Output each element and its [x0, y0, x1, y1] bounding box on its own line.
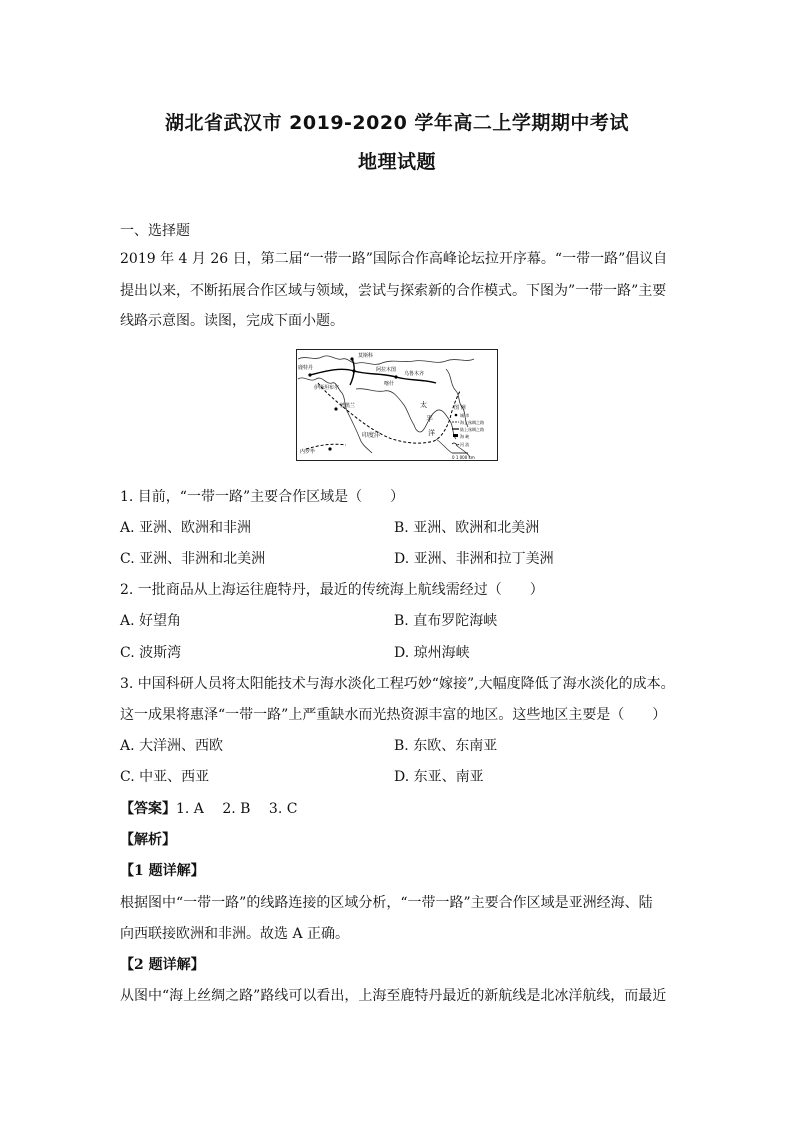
analysis-q1-line-2: 向西联接欧洲和非洲。故选 A 正确。 [120, 926, 350, 942]
label-indian-ocean: 印度洋 [362, 432, 381, 439]
city-marker [308, 373, 311, 376]
question-1-option-d: D. 亚洲、非洲和拉丁美洲 [394, 551, 554, 567]
question-3-option-c: C. 中亚、西亚 [120, 769, 210, 785]
label-almaty: 阿拉木图 [376, 367, 397, 373]
intro-line-1: 2019 年 4 月 26 日，第二届“一带一路”国际合作高峰论坛拉开序幕。“一带一路”倡议自 [120, 251, 668, 267]
analysis-q1-heading: 【1 题详解】 [120, 863, 205, 879]
legend-city: 城 市 [460, 413, 470, 418]
question-1-option-c: C. 亚洲、非洲和北美洲 [120, 551, 266, 567]
label-istanbul: 伊斯坦布尔 [314, 385, 340, 391]
label-nairobi: 内罗毕 [300, 449, 316, 455]
question-2-option-d: D. 琼州海峡 [394, 645, 470, 661]
answer-text: 1. A 2. B 3. C [176, 801, 298, 817]
legend-land-route: 陆上丝绸之路 [460, 427, 484, 432]
question-3-stem-line-1: 3. 中国科研人员将太阳能技术与海水淡化工程巧妙“嫁接”,大幅度降低了海水淡化的成本。 [120, 676, 675, 692]
section-heading: 一、选择题 [120, 223, 190, 239]
analysis-q1-line-1: 根据图中“一带一路”的线路连接的区域分析，“一带一路”主要合作区域是亚洲经海、陆 [120, 895, 653, 911]
analysis-q2-heading: 【2 题详解】 [120, 957, 205, 973]
question-1-option-b: B. 亚洲、欧洲和北美洲 [394, 520, 540, 536]
intro-line-2: 提出以来，不断拓展合作区域与领域，尝试与探索新的合作模式。下图为”一带一路”主要 [120, 283, 667, 299]
city-marker [350, 357, 353, 360]
label-pacific-1: 太 [420, 401, 427, 409]
document-title: 湖北省武汉市 2019-2020 学年高二上学期期中考试 [165, 112, 629, 134]
question-1-stem: 1. 目前，“一带一路”主要合作区域是（ ） [120, 489, 405, 505]
question-3-option-d: D. 东亚、南亚 [394, 769, 484, 785]
question-2-stem: 2. 一批商品从上海运往鹿特丹，最近的传统海上航线需经过（ ） [120, 582, 544, 598]
legend-strait-swatch [453, 434, 458, 437]
city-marker [334, 407, 337, 410]
legend-river: 河 流 [460, 442, 470, 447]
legend-sea-route: 海上丝绸之路 [460, 420, 484, 425]
answer-block [120, 802, 297, 816]
city-marker [328, 447, 331, 450]
label-rotterdam: 鹿特丹 [298, 365, 314, 371]
analysis-heading: 【解析】 [120, 832, 176, 848]
label-moscow: 莫斯科 [358, 353, 374, 359]
label-pacific-3: 洋 [428, 429, 435, 437]
document-subtitle: 地理试题 [357, 151, 436, 173]
question-1-option-a: A. 亚洲、欧洲和非洲 [120, 520, 252, 536]
legend-title: 图 例 [454, 405, 466, 411]
label-kashgar: 喀什 [384, 381, 395, 387]
question-3-option-a: A. 大洋洲、西欧 [120, 738, 224, 754]
intro-line-3: 线路示意图。读图，完成下面小题。 [120, 313, 344, 329]
city-marker [394, 375, 397, 378]
label-urumqi: 乌鲁木齐 [404, 371, 425, 377]
analysis-q2-line-1: 从图中“海上丝绸之路”路线可以看出，上海至鹿特丹最近的新航线是北冰洋航线，而最近 [120, 988, 667, 1004]
question-3-option-b: B. 东欧、东南亚 [394, 738, 498, 754]
legend-scale: 0 1 000 km [452, 455, 475, 460]
answer-label: 【答案】 [120, 801, 176, 817]
question-3-stem-line-2: 这一成果将惠泽“一带一路”上严重缺水而光热资源丰富的地区。这些地区主要是（ ） [120, 707, 667, 723]
belt-road-map [296, 349, 498, 461]
city-marker [352, 369, 355, 372]
question-2-option-b: B. 直布罗陀海峡 [394, 613, 498, 629]
question-2-option-c: C. 波斯湾 [120, 645, 182, 661]
label-tehran: 德黑兰 [340, 403, 356, 409]
question-2-option-a: A. 好望角 [120, 613, 182, 629]
label-pacific-2: 平 [426, 415, 433, 423]
legend-strait: 海 峡 [460, 434, 470, 439]
legend-city-marker [455, 414, 458, 417]
